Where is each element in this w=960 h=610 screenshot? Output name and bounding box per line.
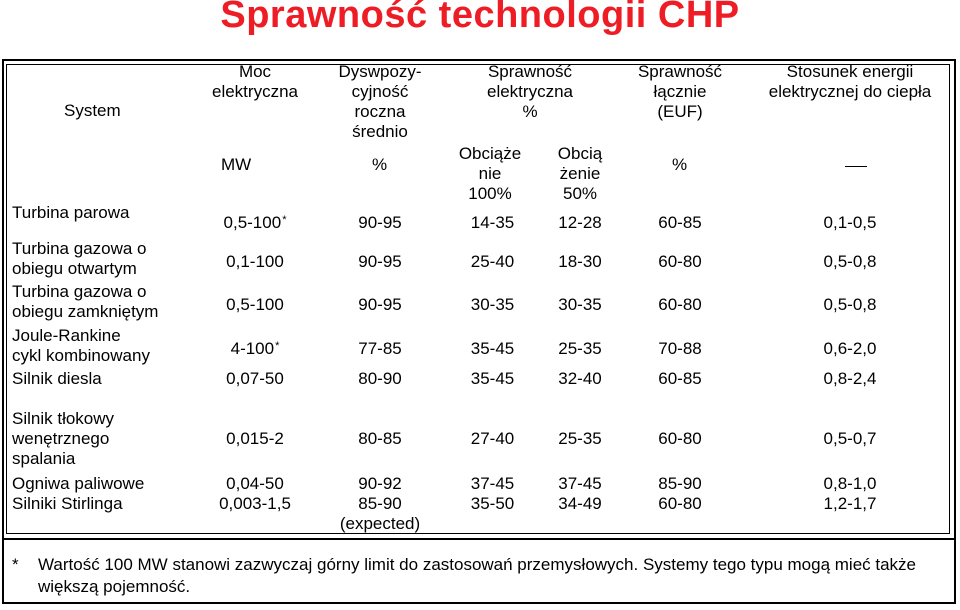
system-name: [12, 239, 147, 279]
cell-value: [445, 474, 540, 494]
cell-text: 0,5-0,7: [823, 429, 877, 448]
cell-ratio: [745, 339, 955, 359]
system-name-line: Ogniwa paliwowe: [12, 474, 145, 493]
system-name: [12, 203, 130, 223]
header-dysp: [325, 62, 435, 142]
header-dysp-line: cyjność: [351, 82, 409, 101]
footnote-marker: *: [282, 214, 287, 226]
cell-text: 1,2-1,7: [823, 494, 877, 513]
cell-value: [325, 494, 435, 514]
header-spr-el-line: %: [522, 102, 538, 121]
cell-e100: [445, 429, 540, 449]
header-obc100-line: Obciąże: [458, 144, 522, 163]
system-name-line: Joule-Rankine: [12, 326, 121, 345]
cell-e100: [445, 252, 540, 272]
system-name: [12, 326, 150, 366]
cell-text: 4-100: [230, 339, 275, 358]
cell-moc: [200, 295, 310, 315]
cell-value: [620, 429, 740, 449]
cell-value: [745, 474, 955, 494]
cell-text: 18-30: [558, 252, 602, 271]
header-obc50-line: Obcią: [557, 144, 603, 163]
header-spr-el-line: Sprawność: [487, 62, 573, 81]
header-moc: [200, 62, 310, 102]
cell-text: 0,5-0,8: [823, 295, 877, 314]
cell-text: 77-85: [358, 339, 402, 358]
ratio-unit-dash: [845, 166, 867, 167]
cell-e100: [445, 369, 540, 389]
cell-value: [200, 252, 310, 272]
cell-value: [535, 252, 625, 272]
cell-value: [620, 295, 740, 315]
cell-ratio: [745, 252, 955, 272]
cell-euf: [620, 252, 740, 272]
cell-dysp: [325, 429, 435, 449]
cell-value: [620, 369, 740, 389]
system-name: [12, 369, 102, 389]
cell-moc: [200, 474, 310, 514]
cell-text: 35-50: [470, 494, 515, 513]
header-spr-el: [460, 62, 600, 122]
cell-euf: [620, 474, 740, 514]
cell-e100: [445, 295, 540, 315]
cell-value: [745, 369, 955, 389]
cell-value: [745, 213, 955, 233]
cell-text: 60-80: [658, 494, 702, 513]
cell-text: 0,1-100: [226, 252, 284, 271]
footnote-divider: [2, 538, 956, 540]
cell-e100: [445, 474, 540, 514]
cell-text: 35-45: [470, 339, 515, 358]
cell-dysp: [325, 295, 435, 315]
cell-value: [535, 369, 625, 389]
cell-moc: [200, 369, 310, 389]
cell-text: 12-28: [558, 213, 602, 232]
cell-moc: [200, 429, 310, 449]
system-name: [12, 409, 114, 469]
cell-value: [200, 213, 310, 233]
unit-pct-euf: %: [672, 155, 688, 174]
header-obc50-line: 50%: [562, 184, 598, 203]
cell-e100: [445, 339, 540, 359]
cell-e100: [445, 213, 540, 233]
header-obc100-line: nie: [478, 164, 502, 183]
cell-dysp: [325, 369, 435, 389]
cell-value: [620, 474, 740, 494]
cell-e50: [535, 295, 625, 315]
cell-text: 0,8-1,0: [823, 474, 877, 493]
cell-text: 60-85: [658, 213, 702, 232]
cell-ratio: [745, 369, 955, 389]
cell-text: 85-90: [358, 494, 402, 513]
header-spr-el-line: elektryczna: [487, 82, 573, 101]
cell-text: 34-49: [558, 494, 602, 513]
cell-dysp: [325, 252, 435, 272]
cell-value: [745, 252, 955, 272]
header-spr-l-line: (EUF): [657, 102, 703, 121]
cell-text: 35-45: [470, 369, 515, 388]
cell-ratio: [745, 295, 955, 315]
page-title: Sprawność technologii CHP: [220, 0, 740, 36]
cell-text: 0,8-2,4: [823, 369, 877, 388]
header-stosunek: [745, 62, 955, 102]
cell-value: [200, 494, 310, 514]
cell-value: [535, 474, 625, 494]
cell-value: [745, 295, 955, 315]
system-name-line: Silnik diesla: [12, 369, 102, 388]
cell-moc: [200, 213, 310, 233]
cell-text: 80-90: [358, 369, 402, 388]
system-name: [12, 282, 158, 322]
cell-value: [200, 295, 310, 315]
header-moc-line: Moc: [238, 62, 272, 81]
cell-text: 0,015-2: [226, 429, 284, 448]
cell-value: [445, 339, 540, 359]
cell-value: [535, 295, 625, 315]
cell-text: 0,5-0,8: [823, 252, 877, 271]
header-stos-line: Stosunek energii: [786, 62, 914, 81]
cell-e50: [535, 339, 625, 359]
cell-value: [325, 213, 435, 233]
cell-value: [620, 339, 740, 359]
cell-e50: [535, 369, 625, 389]
cell-value: [535, 494, 625, 514]
system-name: [12, 474, 144, 514]
header-spr-l-line: łącznie: [653, 82, 707, 101]
system-name-line: spalania: [12, 449, 76, 468]
footnote-text: Wartość 100 MW stanowi zazwyczaj górny limit do zastosowań przemysłowych. Systemy tego typu mogą mieć także większą pojemność.: [38, 555, 917, 596]
cell-value: [325, 339, 435, 359]
cell-value: [200, 474, 310, 494]
cell-text: 60-80: [658, 295, 702, 314]
header-spr-l-line: Sprawność: [637, 62, 723, 81]
cell-text: 80-85: [358, 429, 402, 448]
cell-e50: [535, 429, 625, 449]
cell-text: 32-40: [558, 369, 602, 388]
cell-text: 0,003-1,5: [219, 494, 291, 513]
unit-mw: MW: [221, 155, 252, 174]
cell-text: 0,1-0,5: [823, 213, 877, 232]
cell-value: [445, 494, 540, 514]
system-name-line: Silniki Stirlinga: [12, 494, 123, 513]
cell-text: 30-35: [558, 295, 602, 314]
cell-value: [445, 369, 540, 389]
cell-text: 90-95: [358, 252, 402, 271]
cell-text: 60-85: [658, 369, 702, 388]
header-spr-l: [620, 62, 740, 122]
header-system: System: [64, 101, 121, 120]
cell-ratio: [745, 429, 955, 449]
cell-e50: [535, 252, 625, 272]
cell-euf: [620, 213, 740, 233]
system-name-line: obiegu zamkniętym: [12, 302, 159, 321]
system-name-line: Turbina parowa: [12, 203, 130, 222]
cell-text: 85-90: [658, 474, 702, 493]
header-obc50-line: żenie: [559, 164, 601, 183]
cell-text: 0,6-2,0: [823, 339, 877, 358]
system-name-line: wenętrznego: [12, 429, 110, 448]
cell-text: 90-92: [358, 474, 402, 493]
cell-value: [200, 369, 310, 389]
cell-value: [325, 429, 435, 449]
cell-text: 90-95: [358, 213, 402, 232]
cell-text: 25-35: [558, 429, 602, 448]
cell-e50: [535, 474, 625, 514]
system-name-line: Silnik tłokowy: [12, 409, 115, 428]
header-obc50: [535, 144, 625, 204]
unit-pct-dysp: %: [372, 155, 388, 174]
cell-text: 90-95: [358, 295, 402, 314]
cell-value: [445, 295, 540, 315]
cell-value: [325, 474, 435, 494]
cell-moc: [200, 339, 310, 359]
cell-e50: [535, 213, 625, 233]
cell-text: 0,5-100: [226, 295, 284, 314]
cell-value: [620, 494, 740, 514]
cell-value: [200, 429, 310, 449]
header-dysp-line: Dyswpozy-: [338, 62, 422, 81]
cell-value: [620, 252, 740, 272]
cell-text: 0,04-50: [226, 474, 284, 493]
header-moc-line: elektryczna: [212, 82, 298, 101]
cell-ratio: [745, 213, 955, 233]
system-name-line: Turbina gazowa o: [12, 239, 147, 258]
cell-text: 27-40: [470, 429, 515, 448]
cell-text: (expected): [339, 514, 421, 533]
footnote-marker: *: [275, 340, 280, 352]
header-obc100: [445, 144, 535, 204]
cell-text: 0,5-100: [223, 213, 282, 232]
cell-text: 70-88: [658, 339, 702, 358]
cell-text: 37-45: [470, 474, 515, 493]
header-dysp-line: roczna: [354, 102, 406, 121]
cell-euf: [620, 369, 740, 389]
cell-text: 25-35: [558, 339, 602, 358]
header-dysp-line: średnio: [352, 122, 408, 141]
cell-value: [445, 252, 540, 272]
cell-value: [535, 213, 625, 233]
cell-value: [325, 295, 435, 315]
footnote-star: *: [12, 555, 19, 574]
cell-dysp: [325, 213, 435, 233]
cell-ratio: [745, 474, 955, 514]
cell-euf: [620, 339, 740, 359]
cell-text: 14-35: [470, 213, 515, 232]
cell-value: [535, 339, 625, 359]
cell-euf: [620, 295, 740, 315]
cell-value: [745, 429, 955, 449]
cell-text: 0,07-50: [226, 369, 284, 388]
cell-text: 60-80: [658, 252, 702, 271]
cell-value: [620, 213, 740, 233]
cell-value: [745, 339, 955, 359]
cell-text: 25-40: [470, 252, 515, 271]
cell-dysp: [325, 474, 435, 534]
cell-value: [325, 252, 435, 272]
cell-text: 37-45: [558, 474, 602, 493]
system-name-line: obiegu otwartym: [12, 259, 137, 278]
cell-dysp: [325, 339, 435, 359]
header-stos-line: elektrycznej do ciepła: [768, 82, 932, 101]
cell-value: [445, 213, 540, 233]
cell-text: 60-80: [658, 429, 702, 448]
cell-value: [535, 429, 625, 449]
cell-text: 30-35: [470, 295, 515, 314]
cell-value: [200, 339, 310, 359]
system-name-line: cykl kombinowany: [12, 346, 150, 365]
cell-moc: [200, 252, 310, 272]
system-name-line: Turbina gazowa o: [12, 282, 147, 301]
cell-euf: [620, 429, 740, 449]
cell-value: [745, 494, 955, 514]
cell-value: [445, 429, 540, 449]
header-obc100-line: 100%: [468, 184, 512, 203]
cell-value: [325, 369, 435, 389]
cell-value: [325, 514, 435, 534]
